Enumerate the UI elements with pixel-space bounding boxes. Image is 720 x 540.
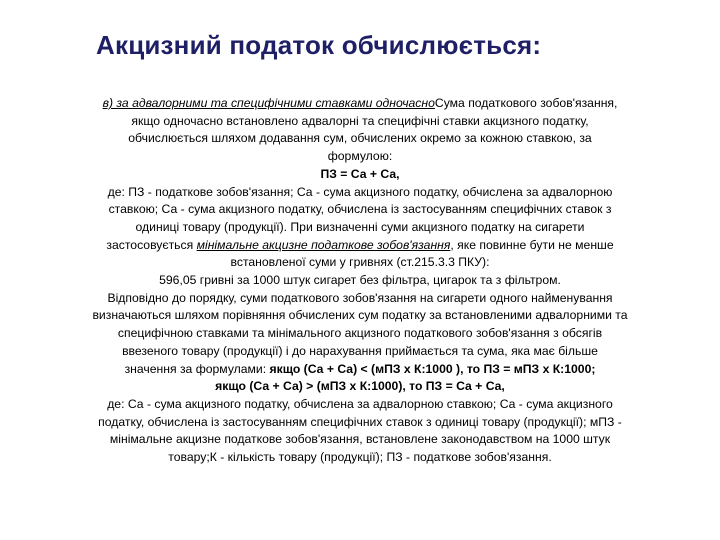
text-line (50, 166, 670, 184)
text-run: Сума податкового зобов'язання, (434, 96, 618, 110)
text-run: значення за формулами: (124, 361, 270, 376)
text-line (50, 272, 670, 290)
text-line (50, 254, 670, 272)
text-run: 596,05 гривні за 1000 штук сигарет без фільтра, цигарок та з фільтром. (159, 273, 561, 288)
text-line (50, 307, 670, 325)
text-line (50, 361, 670, 379)
text-run: визначаються шляхом порівняння обчислених сум податку за встановленими адвалорними та (92, 308, 628, 323)
text-line (50, 431, 670, 449)
text-line (50, 201, 670, 219)
text-line (50, 414, 670, 432)
text-run: , яке повинне бути не менше (450, 237, 614, 252)
text-run: встановленої суми у гривнях (ст.215.3.3 ПКУ): (230, 255, 490, 270)
text-line (50, 130, 670, 148)
text-run: мінімальне акцизне податкове зобов'язання, встановлене законодавством на 1000 штук (109, 432, 611, 447)
text-run: ставкою; Са - сума акцизного податку, обчислена із застосуванням специфічних ставок з (108, 202, 612, 217)
text-run: одиниці товару (продукції). При визначенні суми акцизного податку на сигарети (135, 219, 585, 234)
text-run: обчислюється шляхом додавання сум, обчислених окремо за кожною ставкою, за (128, 131, 592, 146)
formula-text: якщо (Са + Са) < (мПЗ х К:1000 ), то ПЗ = мПЗ х К:1000; (269, 361, 596, 376)
text-run: якщо одночасно встановлено адвалорні та специфічні ставки акцизного податку, (131, 113, 589, 128)
text-run: товару;К - кількість товару (продукції); ПЗ - податкове зобов'язання. (168, 450, 552, 465)
text-line (50, 237, 670, 255)
text-run: формулою: (327, 149, 393, 164)
text-run: де: ПЗ - податкове зобов'язання; Са - сума акцизного податку, обчислена за адвалорною (107, 184, 613, 199)
slide-body-text (50, 95, 670, 467)
text-line (50, 290, 670, 308)
text-line (50, 95, 670, 113)
text-line (50, 378, 670, 396)
text-line (50, 325, 670, 343)
slide-title: Акцизний податок обчислюється: (96, 30, 542, 60)
formula-text: якщо (Са + Са) > (мПЗ х К:1000), то ПЗ = Са + Са, (215, 379, 505, 394)
text-line (50, 184, 670, 202)
text-line (50, 113, 670, 131)
text-line (50, 343, 670, 361)
text-run: застосовується (106, 237, 197, 252)
text-run: податку, обчислена із застосуванням специфічних ставок з одиниці товару (продукції); мПЗ - (98, 414, 622, 429)
text-line (50, 148, 670, 166)
underlined-term: мінімальне акцизне податкове зобов'язання (196, 237, 451, 252)
text-run: специфічною ставками та мінімального акцизного податкового зобов'язання з обсягів (117, 326, 603, 341)
text-line (50, 396, 670, 414)
text-run: ввезеного товару (продукції) і до нарахування приймається та сума, яка має більше (122, 343, 598, 358)
text-line (50, 449, 670, 467)
underlined-term: в) за адвалорними та специфічними ставками одночасно (102, 96, 435, 110)
text-run: Відповідно до порядку, суми податкового зобов'язання на сигарети одного найменування (107, 290, 613, 305)
formula-text: ПЗ = Са + Са, (320, 166, 400, 181)
text-run: де: Са - сума акцизного податку, обчислена за адвалорною ставкою; Са - сума акцизного (107, 396, 613, 411)
text-line (50, 219, 670, 237)
